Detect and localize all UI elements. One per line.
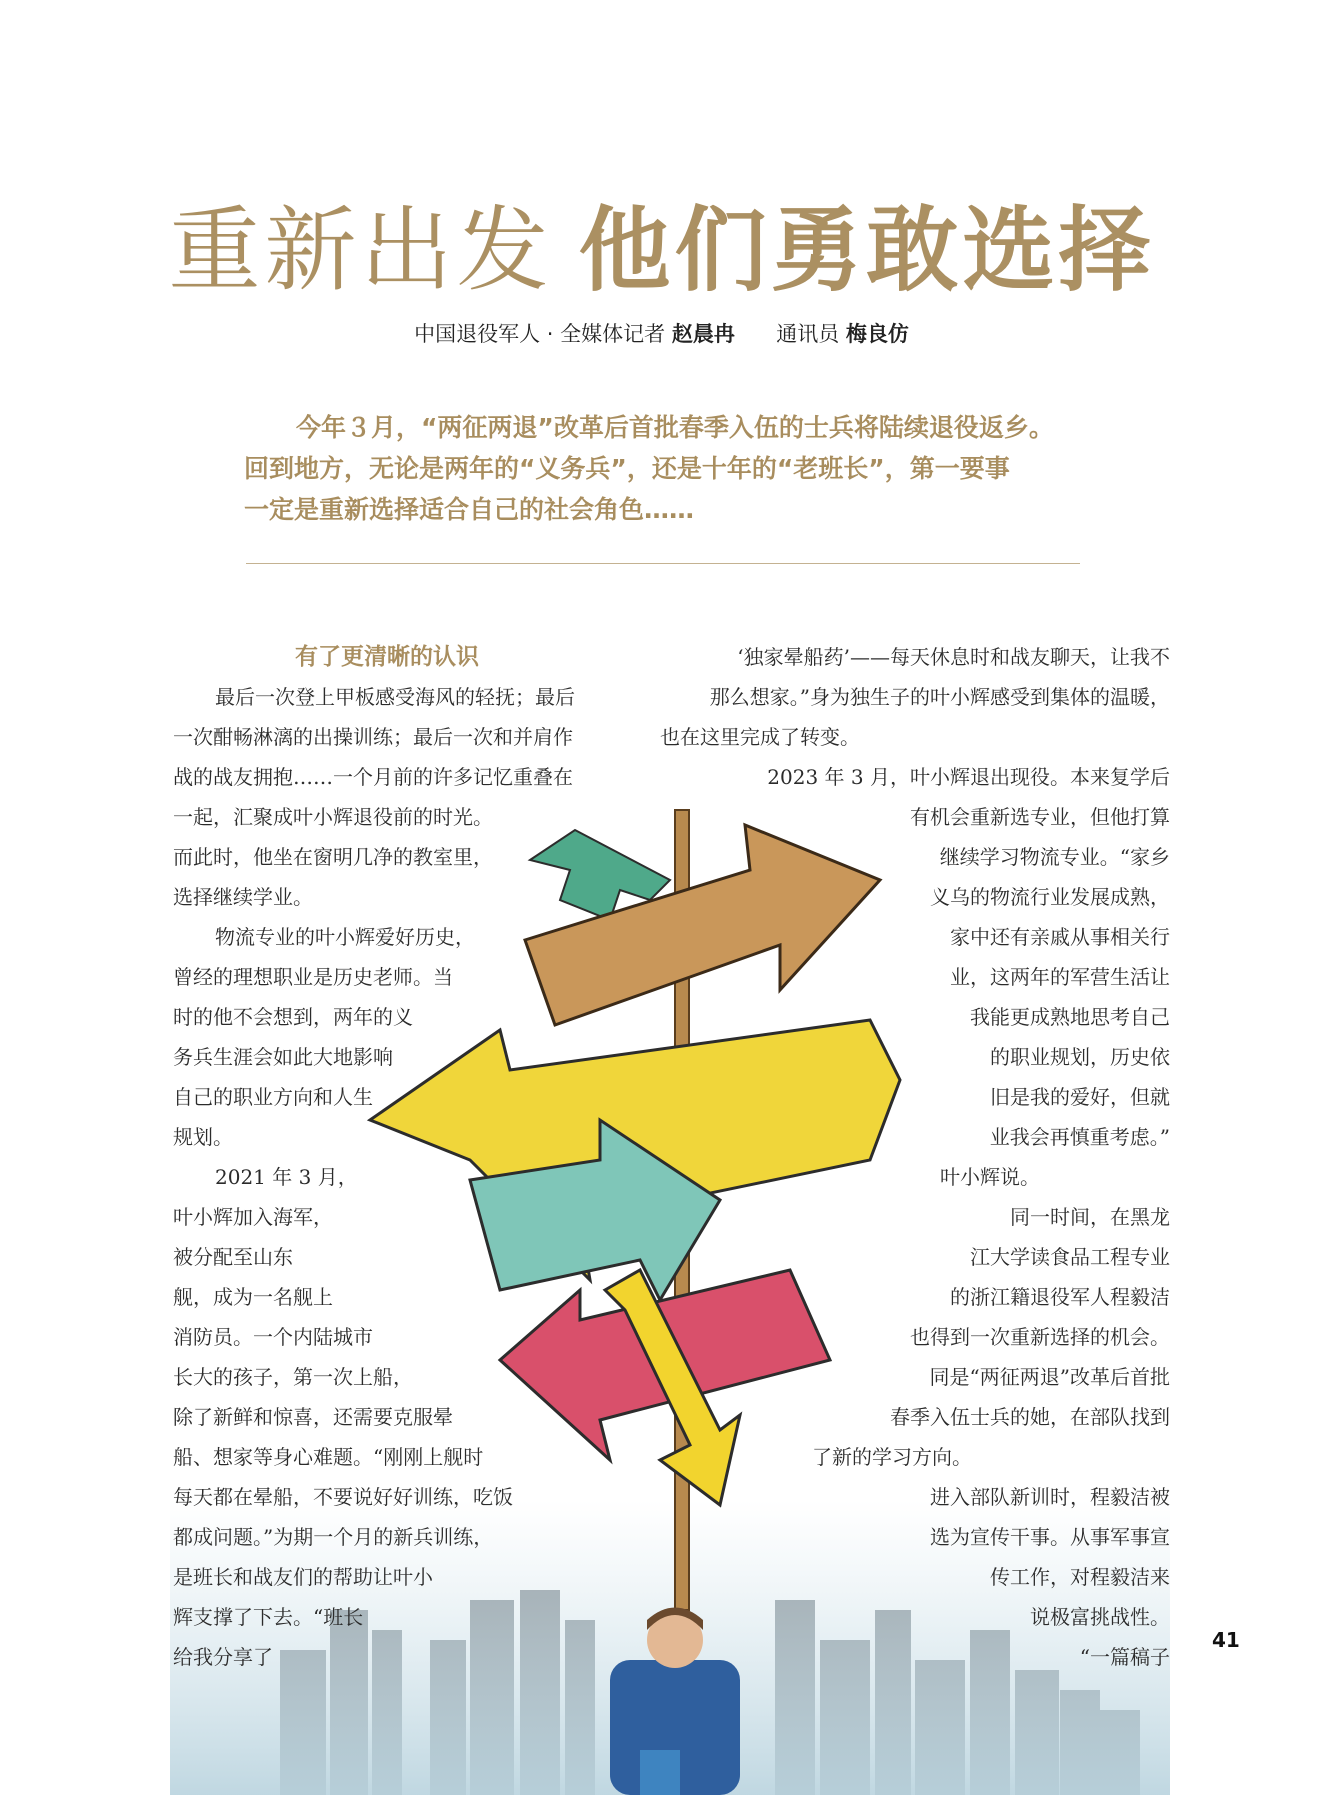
body-line: 家中还有亲戚从事相关行 [950, 925, 1170, 949]
body-line: “一篇稿子 [1079, 1645, 1170, 1669]
body-line: 春季入伍士兵的她，在部队找到 [890, 1405, 1170, 1429]
right-column [660, 637, 1170, 1677]
byline-reporter: 赵晨冉 [671, 322, 735, 346]
body-line: 被分配至山东 [173, 1245, 293, 1269]
body-line: 叶小辉加入海军， [173, 1205, 333, 1229]
title-light: 重新出发 [168, 197, 553, 304]
body-line: 一次酣畅淋漓的出操训练；最后一次和并肩作 [173, 725, 573, 749]
byline [0, 318, 1323, 348]
body-line: 同一时间，在黑龙 [1010, 1205, 1170, 1229]
body-line: 船、想家等身心难题。“刚刚上舰时 [173, 1445, 484, 1469]
left-column [173, 637, 643, 1677]
body-line: 时的他不会想到，两年的义 [173, 1005, 413, 1029]
body-line: 选为宣传干事。从事军事宣 [930, 1525, 1170, 1549]
body-line: 都成问题。”为期一个月的新兵训练， [173, 1525, 494, 1549]
body-line: 战的战友拥抱……一个月前的许多记忆重叠在 [173, 765, 573, 789]
body-line: 规划。 [173, 1125, 233, 1149]
body-line: 业我会再慎重考虑。” [989, 1125, 1170, 1149]
body-line: 辉支撑了下去。“班长 [173, 1605, 364, 1629]
lead-line: 今年３月，“两征两退”改革后首批春季入伍的士兵将陆续退役返乡。 [296, 413, 1054, 442]
body-line: 业，这两年的军营生活让 [950, 965, 1170, 989]
body-line: 给我分享了 [173, 1645, 273, 1669]
body-line: 舰，成为一名舰上 [173, 1285, 333, 1309]
body-line: 一起，汇聚成叶小辉退役前的时光。 [173, 805, 493, 829]
body-line: 也在这里完成了转变。 [660, 725, 860, 749]
body-line: 那么想家。”身为独生子的叶小辉感受到集体的温暖， [709, 685, 1170, 709]
body-line: 同是“两征两退”改革后首批 [929, 1365, 1170, 1389]
page-number: 41 [1212, 1628, 1240, 1652]
body-line: 务兵生涯会如此大地影响 [173, 1045, 393, 1069]
section-subheading: 有了更清晰的认识 [295, 644, 479, 670]
body-line: 长大的孩子，第一次上船， [173, 1365, 413, 1389]
byline-role: 通讯员 [776, 322, 840, 346]
body-line: 2021 年 3 月， [215, 1165, 358, 1189]
byline-org: 中国退役军人 · 全媒体记者 [414, 322, 666, 346]
body-line: 进入部队新训时，程毅洁被 [930, 1485, 1170, 1509]
body-line: 曾经的理想职业是历史老师。当 [173, 965, 453, 989]
lead-paragraph [244, 407, 1084, 530]
byline-correspondent: 梅良仿 [845, 322, 909, 346]
body-line: 的浙江籍退役军人程毅洁 [950, 1285, 1170, 1309]
body-line: 除了新鲜和惊喜，还需要克服晕 [173, 1405, 453, 1429]
body-line: 叶小辉说。 [940, 1165, 1040, 1189]
body-line: 继续学习物流专业。“家乡 [939, 845, 1170, 869]
body-line: 有机会重新选专业，但他打算 [910, 805, 1170, 829]
body-line: ‘独家晕船药’——每天休息时和战友聊天，让我不 [737, 645, 1170, 669]
divider [246, 563, 1080, 564]
body-line: 的职业规划，历史依 [990, 1045, 1170, 1069]
body-line: 了新的学习方向。 [812, 1445, 972, 1469]
lead-line: 一定是重新选择适合自己的社会角色…… [244, 495, 695, 524]
lead-line: 回到地方，无论是两年的“义务兵”，还是十年的“老班长”，第一要事 [244, 454, 1010, 483]
body-line: 是班长和战友们的帮助让叶小 [173, 1565, 433, 1589]
body-line: 选择继续学业。 [173, 885, 313, 909]
body-line: 而此时，他坐在窗明几净的教室里， [173, 845, 493, 869]
body-line: 2023 年 3 月，叶小辉退出现役。本来复学后 [767, 765, 1170, 789]
body-line: 也得到一次重新选择的机会。 [910, 1325, 1170, 1349]
title-bold: 他们勇敢选择 [578, 197, 1155, 304]
body-line: 消防员。一个内陆城市 [173, 1325, 373, 1349]
body-line: 自己的职业方向和人生 [173, 1085, 373, 1109]
body-line: 我能更成熟地思考自己 [970, 1005, 1170, 1029]
body-line: 旧是我的爱好，但就 [990, 1085, 1170, 1109]
body-line: 最后一次登上甲板感受海风的轻抚；最后 [215, 685, 575, 709]
body-line: 传工作，对程毅洁来 [990, 1565, 1170, 1589]
body-line: 说极富挑战性。 [1030, 1605, 1170, 1629]
body-line: 每天都在晕船，不要说好好训练，吃饭 [173, 1485, 513, 1509]
article-title [0, 196, 1323, 306]
body-line: 江大学读食品工程专业 [970, 1245, 1170, 1269]
body-line: 义乌的物流行业发展成熟， [930, 885, 1170, 909]
body-line: 物流专业的叶小辉爱好历史， [215, 925, 475, 949]
